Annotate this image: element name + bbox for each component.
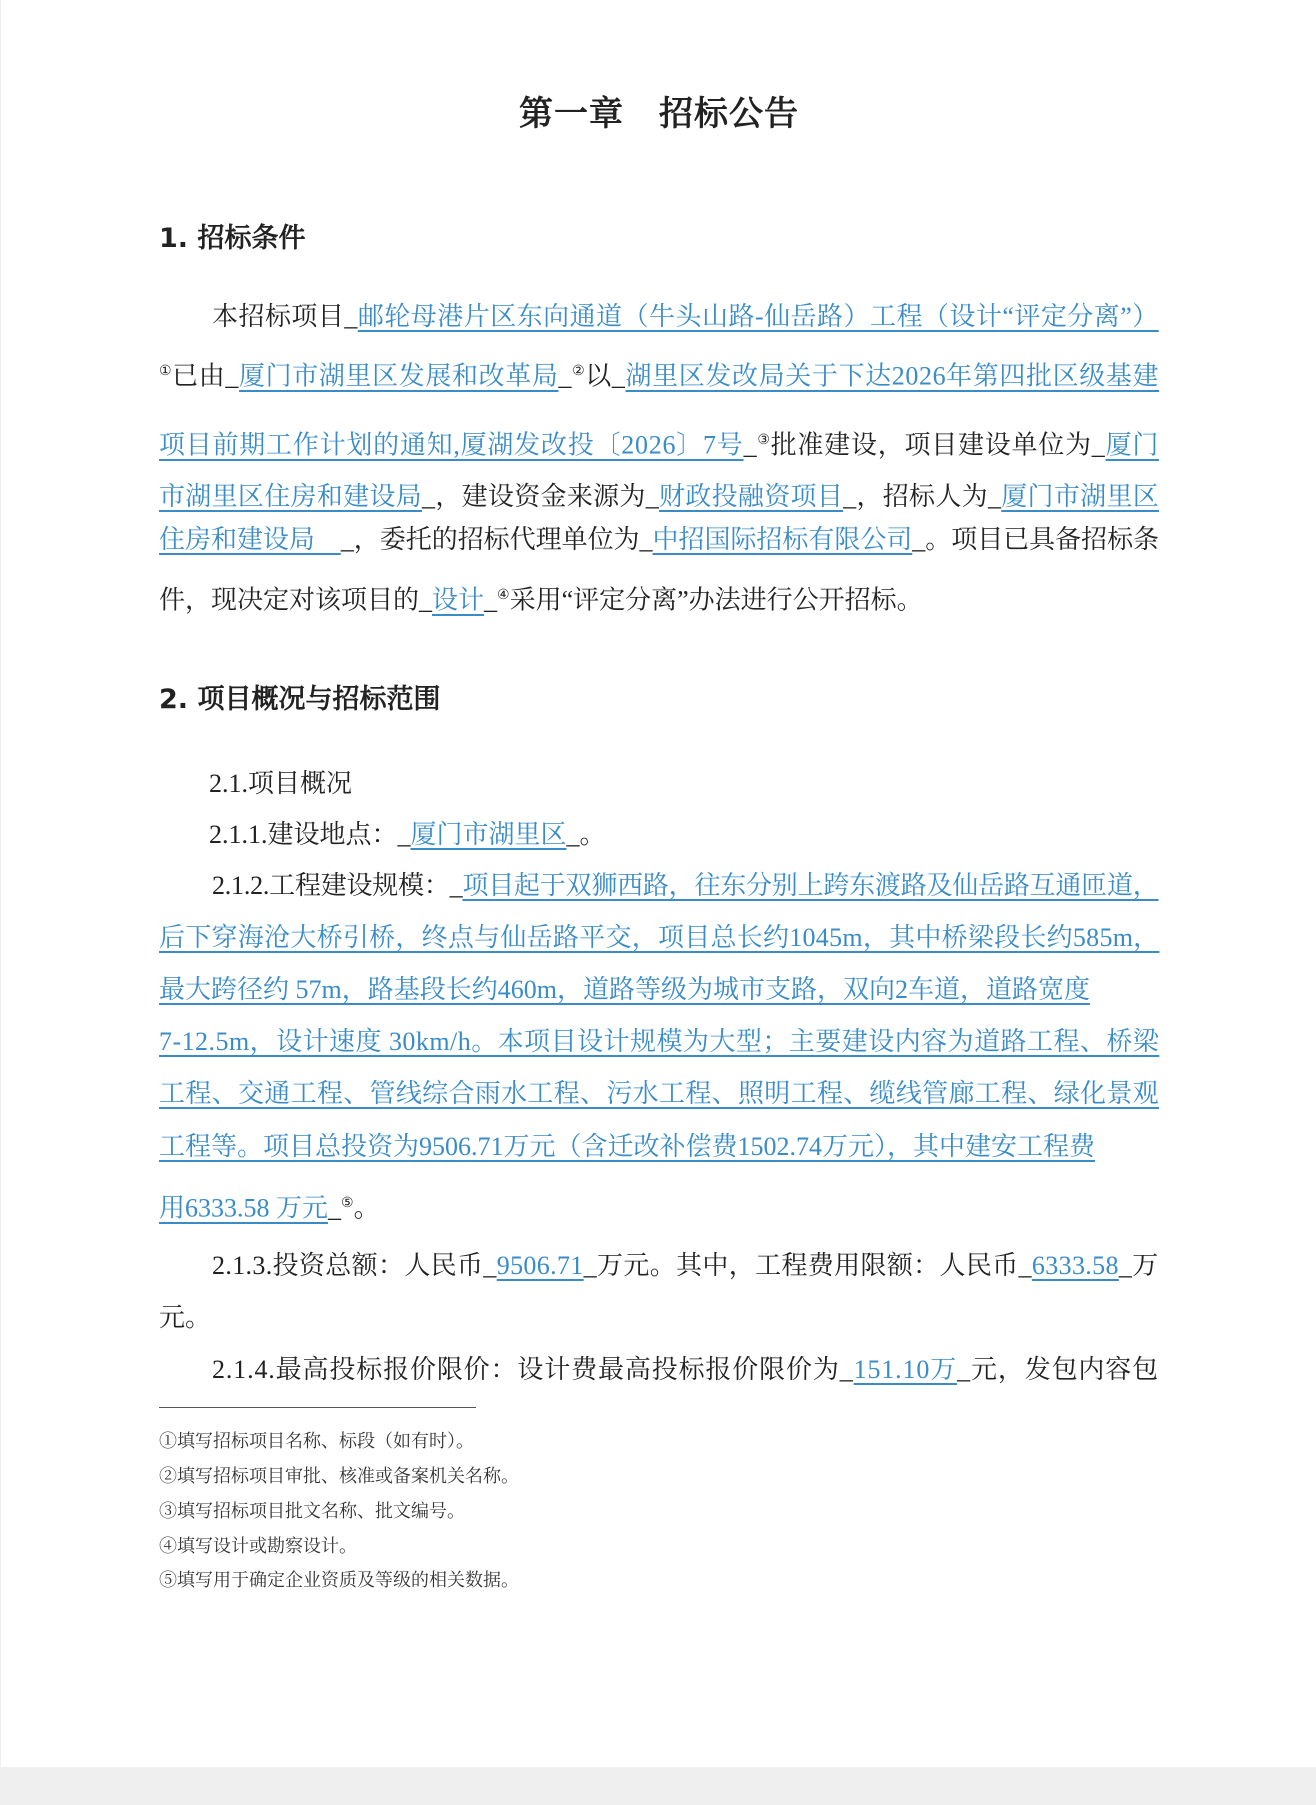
- text-line: [159, 355, 1159, 394]
- plain-text: _，委托的招标代理单位为_: [340, 525, 653, 554]
- chapter-title: 第一章 招标公告: [519, 94, 799, 134]
- text-line: [159, 869, 1159, 903]
- plain-text: 2.1.1.建设地点：_: [209, 820, 411, 849]
- footnote-item: ①填写招标项目名称、标段（如有时）。: [159, 1431, 474, 1451]
- filled-field: 7-12.5m，设计速度 30km/h。本项目设计规模为大型；主要建设内容为道路工程、桥梁: [159, 1027, 1160, 1056]
- filled-field: 湖里区发改局关于下达2026年第四批区级基建: [625, 361, 1160, 391]
- text-line: [159, 1353, 1159, 1387]
- plain-text: _。项目已具备招标条: [912, 525, 1160, 554]
- plain-text: 采用“评定分离”办法进行公开招标。: [509, 585, 923, 615]
- text-line: [159, 424, 1159, 463]
- filled-field: 后下穿海沧大桥引桥，终点与仙岳路平交，项目总长约1045m，其中桥梁段长约585m，: [159, 923, 1160, 952]
- text-line: [159, 1187, 380, 1226]
- text-line: [159, 1130, 1095, 1164]
- filled-field: 设计: [432, 585, 485, 615]
- plain-text: _，建设资金来源为_: [422, 482, 660, 511]
- text-line: [159, 1249, 1159, 1283]
- filled-field: 用6333.58 万元: [159, 1193, 329, 1223]
- text-line: [159, 480, 1159, 514]
- footnote-ref[interactable]: ③: [757, 433, 771, 448]
- text-line: [209, 767, 352, 801]
- text-line: [159, 523, 1159, 557]
- text-line: [159, 1025, 1159, 1059]
- filled-field: 厦门市湖里区: [410, 820, 567, 849]
- filled-field: 厦门: [1105, 430, 1160, 460]
- filled-field: 中招国际招标有限公司: [652, 525, 913, 554]
- filled-field: 9506.71: [496, 1251, 584, 1280]
- plain-text: 。: [353, 1193, 380, 1223]
- footnote-divider: [159, 1407, 476, 1408]
- filled-field: 工程等。项目总投资为9506.71万元（含迁改补偿费1502.74万元），其中建安工程费: [159, 1132, 1096, 1161]
- plain-text: 2.1.项目概况: [209, 769, 353, 798]
- section1-heading: 1. 招标条件: [159, 223, 306, 254]
- plain-text: _: [743, 430, 758, 460]
- section2-heading: 2. 项目概况与招标范围: [159, 684, 441, 715]
- footnote-ref[interactable]: ②: [572, 364, 586, 379]
- plain-text: 2.1.4.最高投标报价限价：设计费最高投标报价限价为_: [212, 1355, 854, 1384]
- filled-field: 工程、交通工程、管线综合雨水工程、污水工程、照明工程、缆线管廊工程、绿化景观: [159, 1079, 1160, 1108]
- filled-field: 项目起于双狮西路，往东分别上跨东渡路及仙岳路互通匝道，: [462, 871, 1159, 900]
- text-line: [159, 921, 1159, 955]
- text-line: [159, 1077, 1159, 1111]
- text-line: [159, 579, 923, 618]
- text-line: [159, 1301, 211, 1335]
- filled-field: 邮轮母港片区东向通道（牛头山路-仙岳路）工程（设计“评定分离”）: [357, 302, 1159, 331]
- filled-field: 项目前期工作计划的通知,厦湖发改投〔2026〕7号: [159, 430, 744, 460]
- plain-text: 元。: [159, 1303, 212, 1332]
- filled-field: 6333.58: [1031, 1251, 1119, 1280]
- plain-text: _万: [1118, 1251, 1159, 1280]
- filled-field: 151.10万: [853, 1355, 958, 1384]
- footnote-item: ④填写设计或勘察设计。: [159, 1536, 357, 1556]
- plain-text: 2.1.2.工程建设规模：_: [212, 871, 463, 900]
- filled-field: 住房和建设局: [159, 525, 341, 554]
- filled-field: 市湖里区住房和建设局: [159, 482, 423, 511]
- plain-text: _: [558, 361, 573, 391]
- footnote-item: ②填写招标项目审批、核准或备案机关名称。: [159, 1466, 519, 1486]
- plain-text: 件，现决定对该项目的_: [159, 585, 433, 615]
- plain-text: 已由_: [172, 361, 240, 391]
- footnote-item: ③填写招标项目批文名称、批文编号。: [159, 1501, 465, 1521]
- footnote-ref[interactable]: ④: [497, 588, 510, 603]
- plain-text: _: [328, 1193, 342, 1223]
- filled-field: 财政投融资项目: [659, 482, 844, 511]
- text-line: [159, 300, 1159, 334]
- filled-field: 厦门市湖里区: [1001, 482, 1160, 511]
- text-line: [159, 973, 1090, 1007]
- footnote-ref[interactable]: ⑤: [341, 1196, 354, 1211]
- plain-text: 本招标项目_: [212, 302, 358, 331]
- plain-text: 批准建设，项目建设单位为_: [770, 430, 1106, 460]
- footnote-item: ⑤填写用于确定企业资质及等级的相关数据。: [159, 1570, 519, 1590]
- plain-text: _万元。其中，工程费用限额：人民币_: [583, 1251, 1032, 1280]
- plain-text: 2.1.3.投资总额：人民币_: [212, 1251, 497, 1280]
- filled-field: 厦门市湖里区发展和改革局: [239, 361, 559, 391]
- footnote-ref[interactable]: ①: [159, 364, 173, 379]
- plain-text: _元，发包内容包: [957, 1355, 1160, 1384]
- plain-text: _。: [566, 820, 606, 849]
- plain-text: 以_: [585, 361, 626, 391]
- plain-text: _: [484, 585, 498, 615]
- text-line: [209, 818, 606, 852]
- filled-field: 最大跨径约 57m，路基段长约460m，道路等级为城市支路，双向2车道，道路宽度: [159, 975, 1090, 1004]
- viewer-bottom-bar: [0, 1767, 1316, 1805]
- plain-text: _，招标人为_: [843, 482, 1002, 511]
